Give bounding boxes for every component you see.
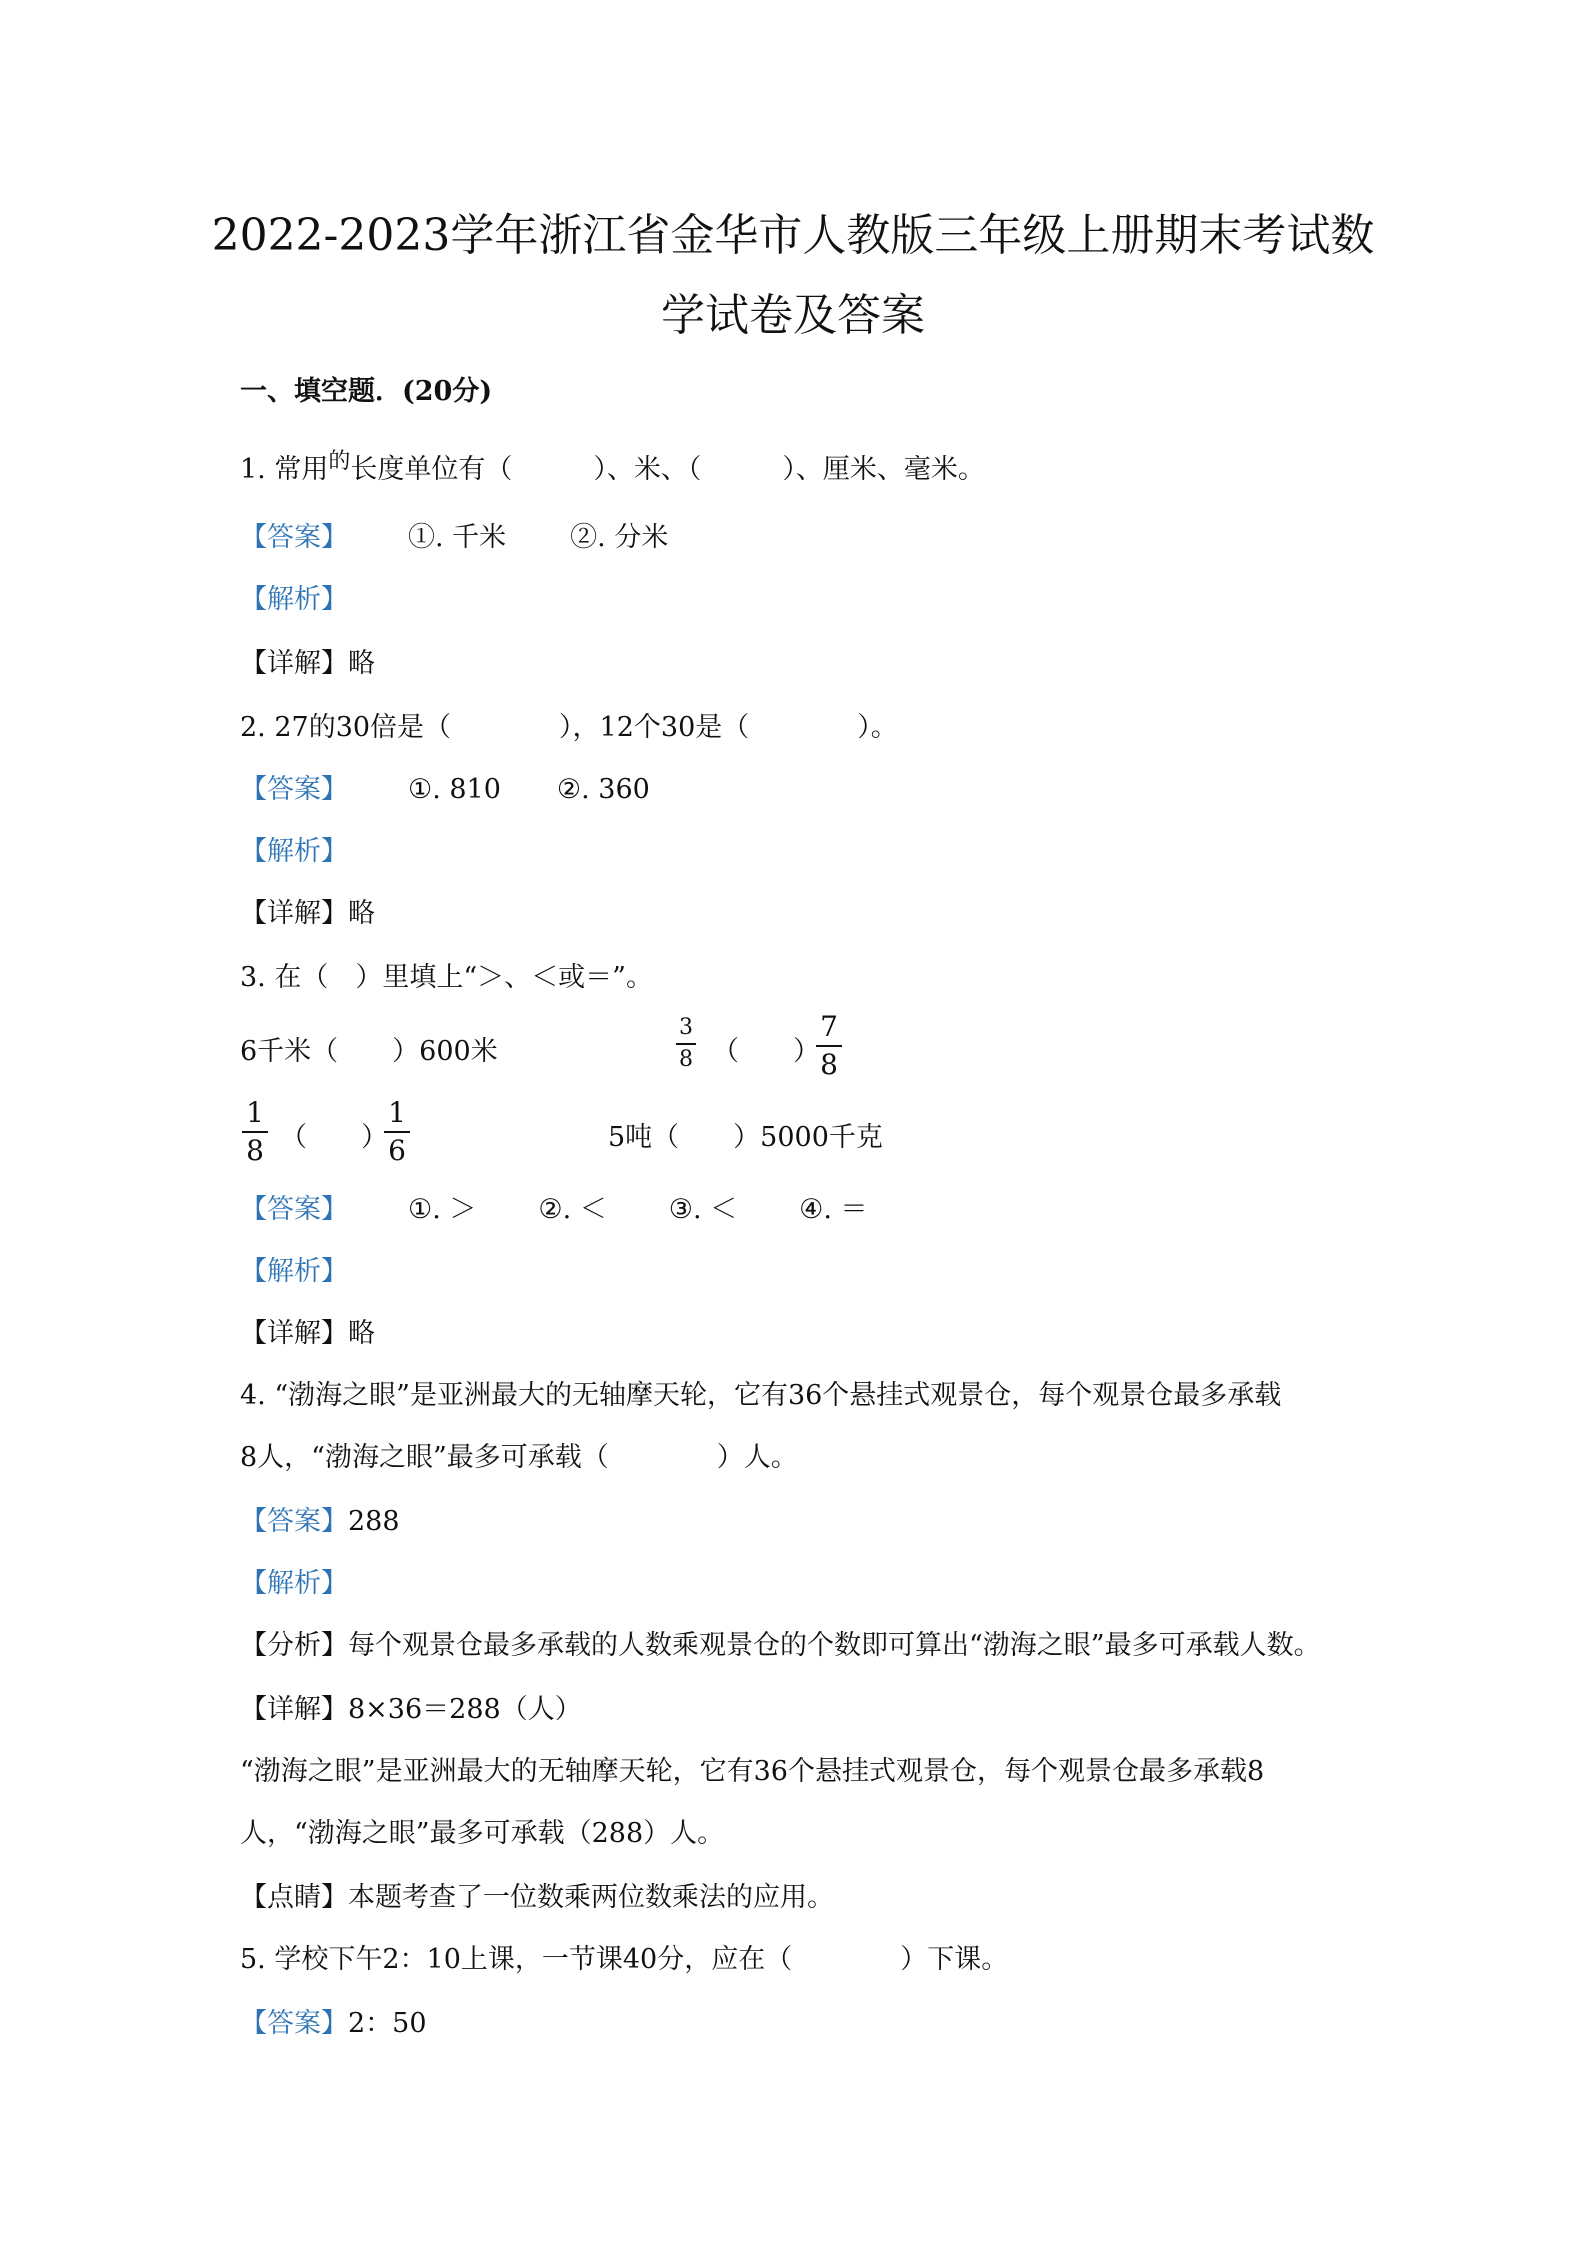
q3-analysis-label: 【解析】: [240, 1256, 348, 1287]
q4-fenxi-text: 每个观景仓最多承载的人数乘观景仓的个数即可算出“渤海之眼”最多可承载人数。: [348, 1630, 1321, 1661]
answer-label: 【答案】: [240, 522, 348, 553]
fraction-3-8: [676, 1016, 696, 1072]
q3-answer-1: ①. ＞: [408, 1194, 477, 1225]
fraction-denominator: 8: [679, 1047, 693, 1072]
title-line-1: 2022-2023学年浙江省金华市人教版三年级上册期末考试数: [211, 210, 1375, 261]
question-4-line-1: 4. “渤海之眼”是亚洲最大的无轴摩天轮，它有36个悬挂式观景仓，每个观景仓最多承载: [240, 1380, 1282, 1411]
answer-label: 【答案】: [240, 1506, 348, 1537]
q3-detail: [240, 1316, 375, 1352]
fraction-denominator: 8: [246, 1134, 264, 1167]
detail-label: 【详解】: [240, 648, 348, 679]
q4-explain-line-2: 人，“渤海之眼”最多可承载（288）人。: [240, 1818, 725, 1849]
q1-prefix: 1. 常用: [240, 454, 329, 485]
fraction-denominator: 8: [820, 1048, 838, 1081]
q1-superscript: 的: [328, 449, 351, 474]
q2-detail: [240, 896, 375, 932]
q2-answer: [240, 772, 650, 808]
fraction-numerator: 3: [679, 1015, 693, 1040]
q3-row1-left: 6千米（ ）600米: [240, 1036, 498, 1067]
fraction-numerator: 1: [388, 1096, 406, 1129]
q3-answer-2: ②. ＜: [538, 1194, 607, 1225]
q3-row2-right: 5吨（ ）5000千克: [608, 1122, 883, 1153]
fraction-1-6: [384, 1098, 410, 1166]
fraction-7-8: [816, 1012, 842, 1080]
q1-text: 长度单位有（ ）、米、（ ）、厘米、毫米。: [350, 454, 985, 485]
q3-answer-4: ④. ＝: [799, 1194, 868, 1225]
q3-row2-paren: （ ）: [280, 1122, 388, 1153]
answer-label: 【答案】: [240, 1194, 348, 1225]
q2-analysis-label: 【解析】: [240, 836, 348, 867]
answer-label: 【答案】: [240, 774, 348, 805]
q4-answer: [240, 1504, 400, 1540]
q2-answer-2: ②. 360: [556, 774, 650, 805]
q1-analysis-label: 【解析】: [240, 584, 348, 615]
detail-label: 【详解】: [240, 1318, 348, 1349]
q4-answer-value: 288: [348, 1506, 400, 1537]
q5-answer-value: 2：50: [348, 2008, 427, 2039]
question-2: 2. 27的30倍是（ ），12个30是（ ）。: [240, 712, 898, 743]
q4-detail-text: 8×36＝288（人）: [348, 1694, 582, 1725]
question-3: 3. 在（ ）里填上“＞、＜或＝”。: [240, 962, 653, 993]
q5-answer: [240, 2006, 427, 2042]
q2-answer-1: ①. 810: [408, 774, 501, 805]
q1-answer-2: ②. 分米: [570, 522, 669, 553]
fraction-numerator: 7: [820, 1010, 838, 1043]
q3-answer-3: ③. ＜: [668, 1194, 738, 1225]
q4-analysis-label: 【解析】: [240, 1568, 348, 1599]
q4-detail: [240, 1692, 582, 1728]
fenxi-label: 【分析】: [240, 1630, 348, 1661]
q3-detail-text: 略: [348, 1318, 375, 1349]
fraction-1-8: [242, 1098, 268, 1166]
fraction-denominator: 6: [388, 1134, 406, 1167]
q1-answer: [240, 520, 668, 556]
dianjing-label: 【点睛】: [240, 1882, 348, 1913]
q1-detail-text: 略: [348, 648, 375, 679]
q4-explain-line-1: “渤海之眼”是亚洲最大的无轴摩天轮，它有36个悬挂式观景仓，每个观景仓最多承载8: [240, 1756, 1265, 1787]
q3-row1-paren: （ ）: [712, 1036, 820, 1067]
question-1: [240, 449, 985, 490]
question-4-line-2: 8人，“渤海之眼”最多可承载（ ）人。: [240, 1442, 798, 1473]
detail-label: 【详解】: [240, 1694, 348, 1725]
q3-answer: [240, 1192, 868, 1228]
answer-label: 【答案】: [240, 2008, 348, 2039]
detail-label: 【详解】: [240, 898, 348, 929]
q4-fenxi: [240, 1628, 1321, 1664]
title-line-2: 学试卷及答案: [661, 290, 925, 341]
q4-dianjing: [240, 1880, 834, 1916]
q1-detail: [240, 646, 375, 682]
section-heading: 一、填空题．(20分): [240, 376, 493, 407]
q2-detail-text: 略: [348, 898, 375, 929]
fraction-numerator: 1: [246, 1096, 264, 1129]
q1-answer-1: ①. 千米: [408, 522, 507, 553]
q4-dianjing-text: 本题考查了一位数乘两位数乘法的应用。: [348, 1882, 834, 1913]
question-5: 5. 学校下午2：10上课，一节课40分，应在（ ）下课。: [240, 1944, 1009, 1975]
